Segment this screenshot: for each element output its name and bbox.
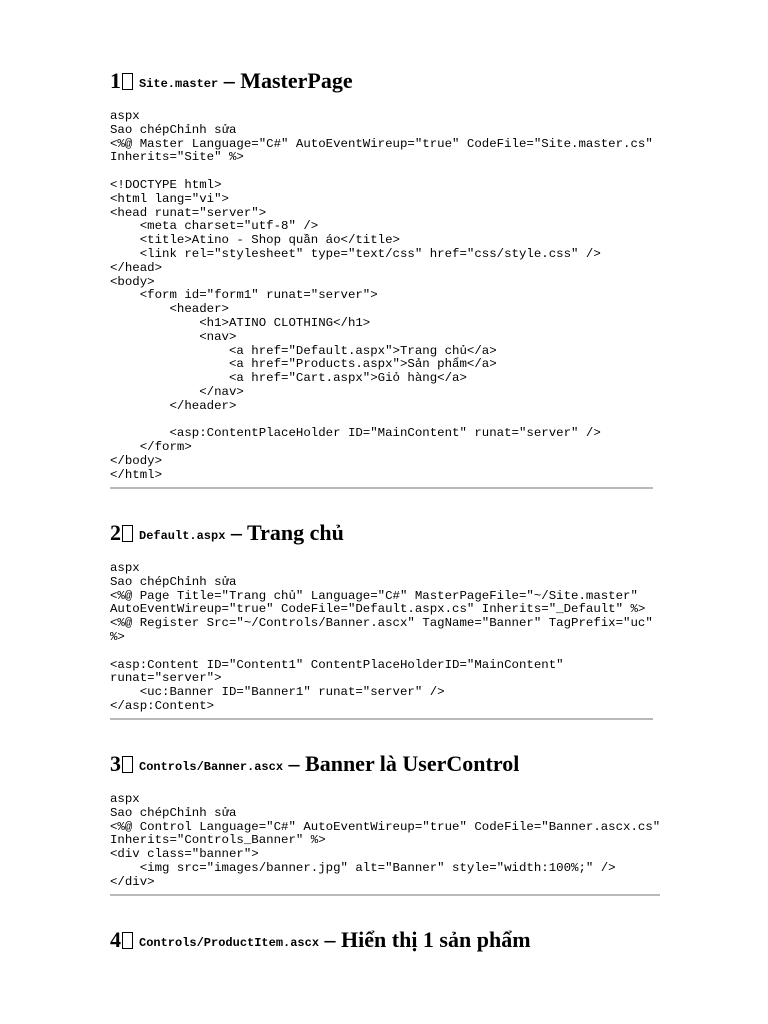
missing-glyph-icon xyxy=(122,932,133,949)
section-filename: Site.master xyxy=(139,77,219,91)
section-title: – Trang chủ xyxy=(230,520,344,545)
code-block-site-master: aspx Sao chépChỉnh sửa <%@ Master Language="C#" AutoEventWireup="true" CodeFile="Site.master.cs" Inherits="Site" %> <!DOCTYPE html> <html lang="vi"> <head runat="server"> <meta charset="utf-8" /> <title>Atino - Shop quần áo</title> <link rel="stylesheet" type="text/css" href="css/style.css" /> </head> <body> <form id="form1" runat="server"> <header> <h1>ATINO CLOTHING</h1> <nav> <a href="Default.aspx">Trang chủ</a> <a href="Products.aspx">Sản phẩm</a> <a href="Cart.aspx">Giỏ hàng</a> </nav> </header> <asp:ContentPlaceHolder ID="MainContent" runat="server" /> </form> </body> </html> xyxy=(110,110,653,489)
missing-glyph-icon xyxy=(122,756,133,773)
section-title: – Banner là UserControl xyxy=(288,751,520,776)
section-filename: Default.aspx xyxy=(139,529,226,543)
section-number: 1 xyxy=(110,68,121,93)
missing-glyph-icon xyxy=(122,525,133,542)
section-filename: Controls/Banner.ascx xyxy=(139,760,284,774)
code-block-banner-ascx: aspx Sao chépChỉnh sửa <%@ Control Language="C#" AutoEventWireup="true" CodeFile="Banner.ascx.cs" Inherits="Controls_Banner" %> <div class="banner"> <img src="images/banner.jpg" alt="Banner" style="width:100%;" /> </div> xyxy=(110,793,660,896)
section-title: – Hiển thị 1 sản phẩm xyxy=(324,927,531,952)
section-number: 2 xyxy=(110,520,121,545)
section-heading-4 xyxy=(110,926,531,957)
section-heading-2 xyxy=(110,519,344,550)
section-heading-1 xyxy=(110,67,353,98)
missing-glyph-icon xyxy=(122,73,133,90)
section-filename: Controls/ProductItem.ascx xyxy=(139,936,320,950)
section-number: 3 xyxy=(110,751,121,776)
section-title: – MasterPage xyxy=(223,68,353,93)
section-number: 4 xyxy=(110,927,121,952)
section-heading-3 xyxy=(110,750,519,781)
code-block-default-aspx: aspx Sao chépChỉnh sửa <%@ Page Title="Trang chủ" Language="C#" MasterPageFile="~/Site.master" AutoEventWireup="true" CodeFile="Default.aspx.cs" Inherits="_Default" %> <%@ Register Src="~/Controls/Banner.ascx" TagName="Banner" TagPrefix="uc" %> <asp:Content ID="Content1" ContentPlaceHolderID="MainContent" runat="server"> <uc:Banner ID="Banner1" runat="server" /> </asp:Content> xyxy=(110,562,653,720)
